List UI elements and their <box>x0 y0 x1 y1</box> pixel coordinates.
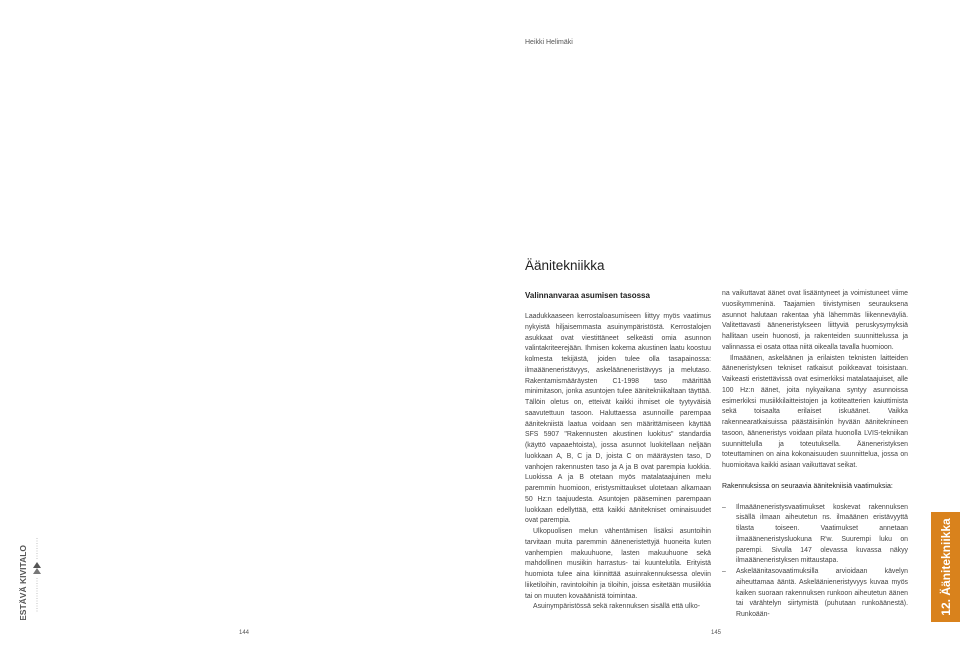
page-number-left: 144 <box>239 630 250 636</box>
svg-text:KESTÄVÄ KIVITALO: KESTÄVÄ KIVITALO <box>18 544 28 620</box>
section-subtitle: Valinnanvaraa asumisen tasossa <box>525 291 650 300</box>
list-item <box>722 503 908 568</box>
paragraph: na vaikuttavat äänet ovat lisääntyneet ja voimistuneet viime vuosikymmeninä. Taajamien tiivistymisen seurauksena asunnot halutaan rakentaa yhä lähemmäs liikenneväyliä. Valitettavasti ääneneristykseen liittyviä peruskysymyksiä hallitaan usein huonosti, ja rakenteiden suunnittelussa ja valinnassa ei osata ottaa niitä oikealla tavalla huomioon. <box>722 290 908 351</box>
paragraph: Ilmaäänen, askeläänen ja erilaisten teknisten laitteiden ääneneristyksen tekniset ratkaisut poikkeavat toisistaan. Vaikeasti eristettävissä ovat esimerkiksi matalataajuiset, alle 100 Hz:n äänet, joita nykyaikana syntyy asunnoissa esimerkiksi musiikkilaitteistojen ja kotiteatterien kaiuttimista sekä toisaalta erilaiset iskuäänet. Vaikka rakennearatkaisuissa päästäisiinkin hyvään ääniteknineen tasoon, ääneneristys voidaan pilata huonolla LVIS-tekniikan suunnittelulla ja toteutuksella. Ääneneristyksen toteuttaminen on aina kokonaisuuden suunnittelua, jossa on huomioitava kaikki asiaan vaikuttavat seikat. <box>722 354 908 469</box>
author-name: Heikki Helimäki <box>525 39 573 46</box>
paragraph: Laadukkaaseen kerrostaloasumiseen liittyy myös vaatimus nykyistä hiljaisemmasta asuinympäristöstä. Kerrostalojen asukkaat ovat viestittäneet selkeästi omia asunnon valintakriteerejään. Ihmisen kokema akustinen laatu koostuu kolmesta tekijästä, joiden tulee olla tasapainossa: ilmaääneneristävyys, askelääneneristävyys ja melutaso. Rakentamismääräysten C1-1998 taso määrittää minimitason, jonka asuntojen tulee äänitekniikaltaan täyttää. Tällöin oletus on, etteivät kaikki ihmiset ole tyytyväisiä saavutettuun tasoon. Haluttaessa asunnoille parempaa äänitekniistä laatua voidaan sen määrittämiseen käyttää SFS 5907 "Rakennusten akustinen luokitus" standardia (käyttö vapaaehtoista), jossa asunnot luokitellaan neljään luokkaan A, B, C ja D, joista C on määräysten taso, D vanhojen rakennusten taso ja A ja B ovat parempia luokkia. Luokissa A ja B otetaan myös matalataajuinen melu paremmin huomioon, eristysmittaukset ulotetaan alkamaan 50 Hz:n taajuudesta. Asuntojen pääseminen parempaan luokkaan edellyttää, että kaikki äänitekniset ominaisuudet ovat parempia. <box>525 313 711 525</box>
page-number-right: 145 <box>711 630 722 636</box>
body-column-right <box>722 289 908 621</box>
chapter-side-tab <box>931 512 960 622</box>
list-item <box>722 567 908 621</box>
list-item-text: Askeläänitasovaatimuksilla arvioidaan kävelyn aiheuttamaa ääntä. Askeläänieneristyvyys kuvaa myös kaiken suoraan rakennuksen runkoon aiheutetun äänen tai värähtelyn siirtymistä (puhutaan runkoäänestä). Runkoään- <box>736 568 908 618</box>
logo-icon <box>6 530 46 620</box>
paragraph: Asuinympäristössä sekä rakennuksen sisällä että ulko- <box>533 603 700 611</box>
bullet-marker: – <box>722 503 726 511</box>
bullet-marker: – <box>722 568 726 575</box>
side-tab-label: 12. Äänitekniikka <box>938 518 953 616</box>
chapter-title: Äänitekniikka <box>525 258 605 273</box>
paragraph: Ulkopuolisen melun vähentämisen lisäksi asuntoihin tarvitaan muita paremmin ääneneristettyjä huoneita kuten vanhempien makuuhuone, lasten makuuhuone sekä mahdollinen musiikin harrastus- tai kuuntelutila. Erityistä huomiota tulee aina kiinnittää asuinrakennuksessa oleviin liiketiloihin, ravintoloihin ja tiloihin, joissa esitetään musiikkia tai on muuten kovaäänistä toimintaa. <box>525 528 711 600</box>
body-column-left <box>525 312 711 613</box>
list-item-text: Ilmaääneneristysvaatimukset koskevat rakennuksen sisällä ilmaan aiheutetun ns. ilmaäänen eristävyyttä tilasta toiseen. Vaatimukset annetaan ilmaääneneristysluokuna R'w. Suurempi luku on parempi. Sivulla 147 olevassa kuvassa näkyy ilmaääneneristyksen mittaustapa. <box>736 503 908 565</box>
kestava-kivitalo-logo <box>6 530 46 620</box>
requirements-heading: Rakennuksissa on seuraavia äänitekniisiä vaatimuksia: <box>722 482 893 490</box>
